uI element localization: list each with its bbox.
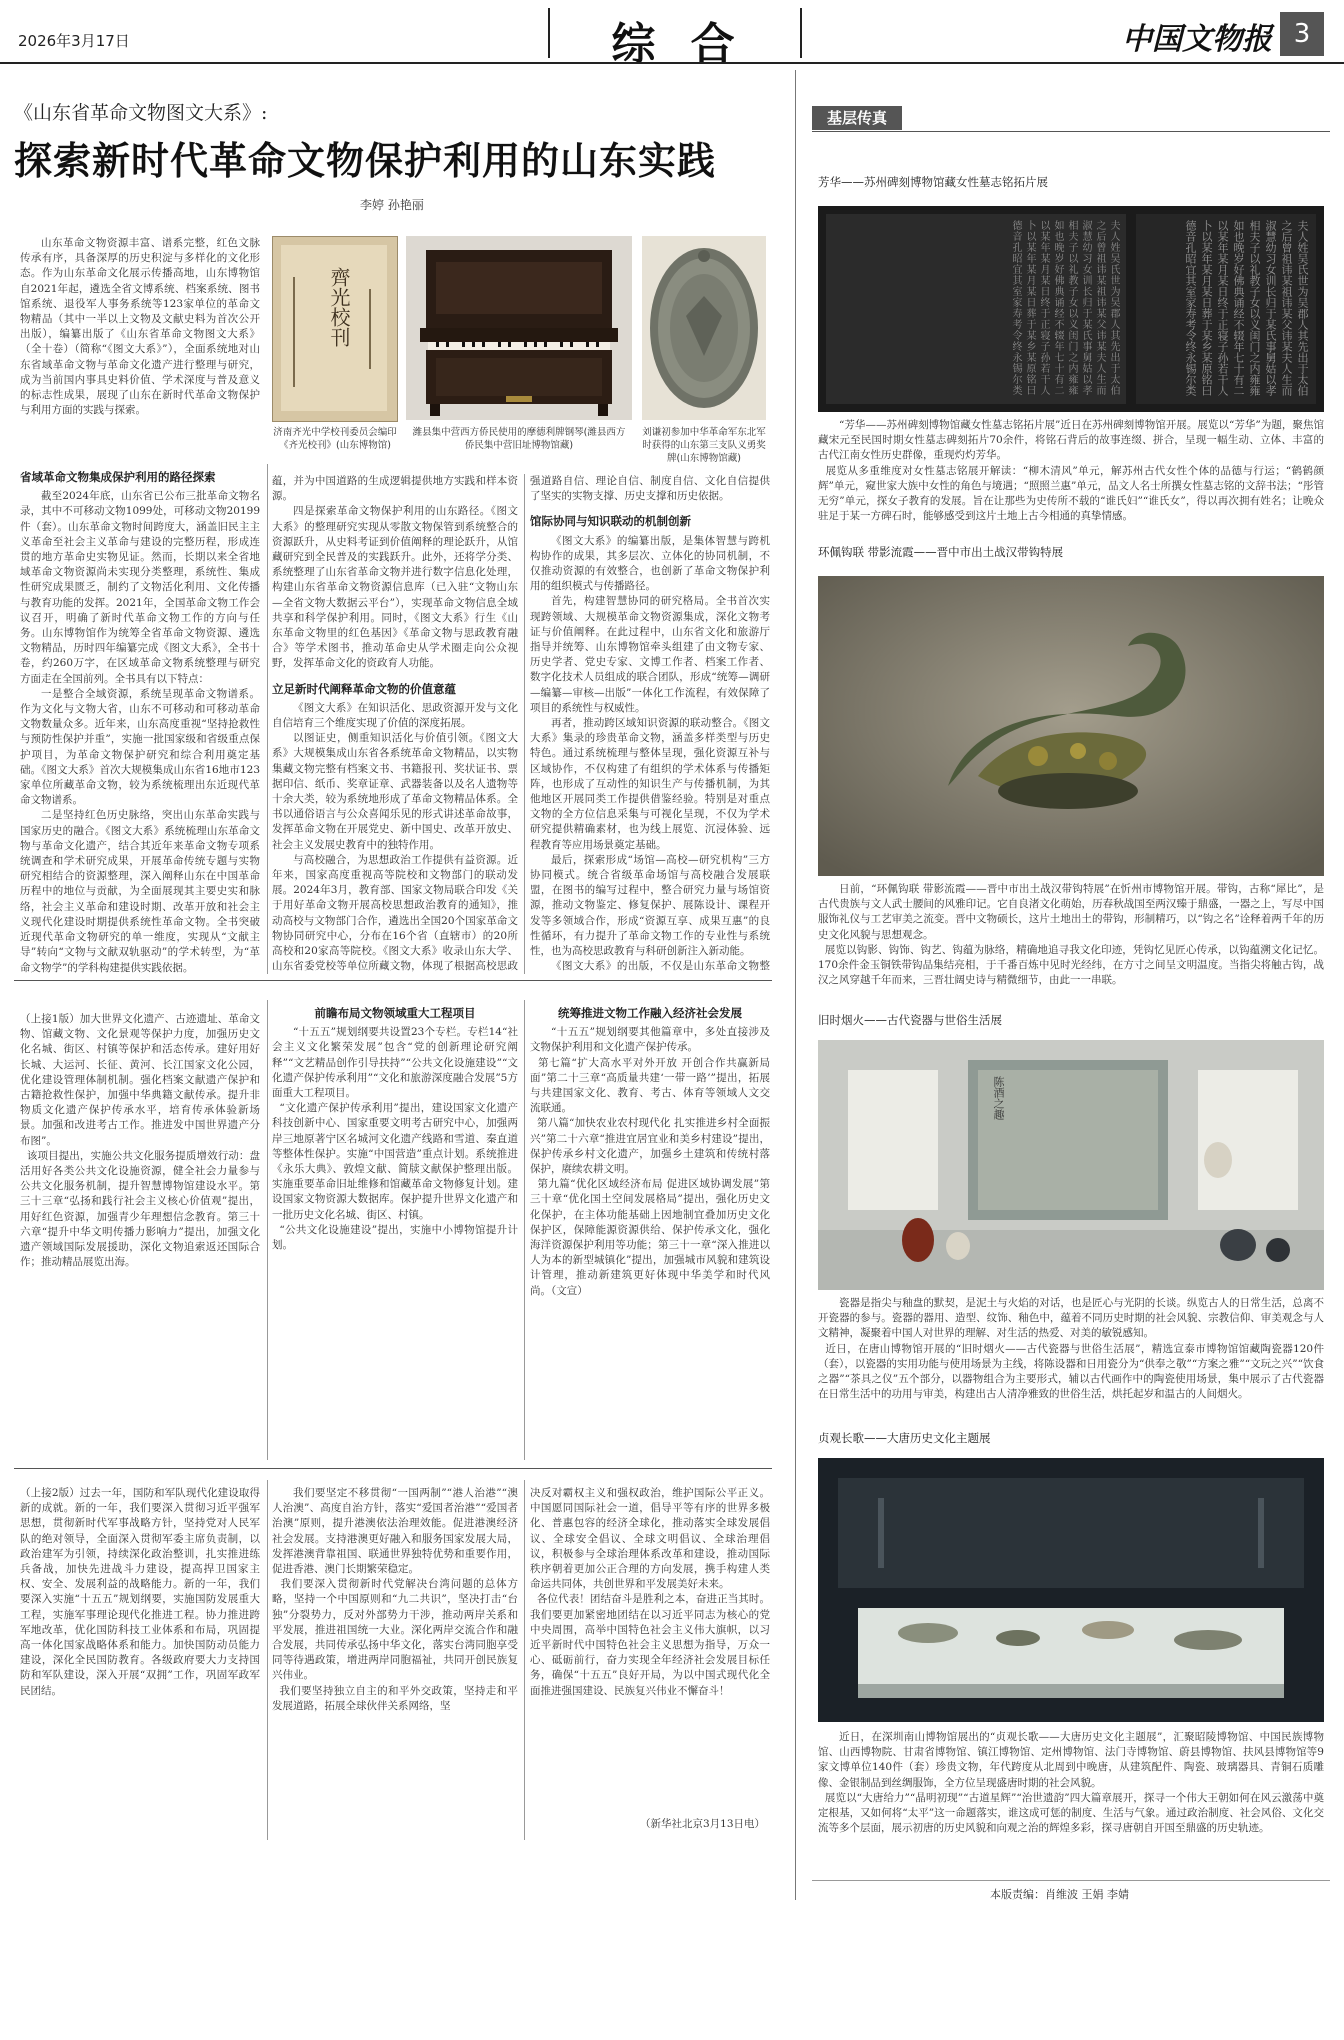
issue-date: 2026年3月17日 — [18, 32, 130, 50]
col2-paragraph: 四是探索革命文物保护利用的山东路径。《图文大系》的整理研究实现从零散文物保管到系统整合的资源跃升，从史料考证到价值阐释的理论跃升，从馆藏研究到全民普及的实践跃升。此外，还将学分类、系统整理了山东省革命文物并进行数字信息化处理，构建山东省革命文物资源信息库（已入驻“文物山东—全省文物大数据云平台”），实现革命文物信息全域共享和科学保护利用。同时，《图文大系》行生《山东革命文物里的红色基因》《革命文物与思政教育融合》等学术图书，推动革命史从学术圈走向公众视野，发挥革命文化的资政育人功能。 — [272, 505, 518, 670]
column-divider — [524, 1000, 525, 1460]
article-kicker: 《山东省革命文物图文大系》: — [14, 102, 268, 124]
article-column-3 — [530, 474, 770, 974]
exhibit-text-3-body: 瓷器是指尖与釉盘的默契，是泥土与火焰的对话，也是匠心与光阴的长谈。纵览古人的日常生活，总离不开瓷器的参与。瓷器的器用、造型、纹饰、釉色中，蕴着不同历史时期的社会风貌、宗教信仰、审美观念与人文精神，凝聚着中国人对世界的理解、对生活的热爱、对美的敏锐感知。 近日，在唐山博物馆开展的“旧时烟火——古代瓷器与世俗生活展”，精选宣泰市博物馆馆藏陶瓷器120件（套），以瓷器的实用功能与使用场景为主线，将陈设器和日用瓷分为“供奉之敬”“方案之雅”“文玩之兴”“饮食之器”“茶具之仪”五个部分，以器物组合为主要形式，辅以古代画作中的陶瓷使用场景，集中展示了古代瓷器在日常生活中的功用与审美，构建出古人清净雅致的世俗生活，烘托起岁和温古的人间烟火。 — [818, 1297, 1324, 1401]
middle-col2-text: “十五五”规划纲要共设置23个专栏。专栏14“社会主义文化繁荣发展”包含“党的创新理论研究阐释”“文艺精品创作引导扶持”“公共文化设施建设”“文化遗产保护传承利用”“文化和旅游深度融合发展”5方面重大工程项目。 “文化遗产保护传承利用”提出，建设国家文化遗产科技创新中心、国家重要文明考古研究中心，加强两岸三地原著宁区名城河文化遗产线路和雪道、秦直道等整体性保护。实施“中国营造”重点计划。系统推进《永乐大典》、敦煌文献、简牍文献保护整理出版。实施重要革命旧址维修和馆藏革命文物修复计划。建设国家文物资源大数据库。保护提升世界文化遗产和一批历史文化名城、街区、村镇。 “公共文化设施建设”提出，实施中小博物馆提升计划。 — [272, 1026, 518, 1252]
header-divider-right — [800, 8, 802, 58]
belt-hook-illustration — [818, 576, 1324, 876]
col3-continued: 强道路自信、理论自信、制度自信、文化自信提供了坚实的实物支撑、历史支撑和历史依据。 — [530, 475, 770, 503]
article-column-1 — [20, 464, 260, 974]
exhibit-sign: 陈酒之趣 — [992, 1076, 1005, 1120]
editors-rule — [812, 1880, 1330, 1881]
exhibit-title-1: 芳华——苏州碑刻博物馆藏女性墓志铭拓片展 — [818, 175, 1048, 189]
photo-school-magazine: 齊光校刊 — [272, 236, 398, 422]
exhibit-title-3: 旧时烟火——古代瓷器与世俗生活展 — [818, 1013, 1002, 1027]
column-divider — [267, 1480, 268, 1840]
bottom-col1-text: （上接2版）过去一年，国防和军队现代化建设取得新的成就。新的一年，我们要深入贯彻习近平强军思想，贯彻新时代军事战略方针，坚持党对人民军队的绝对领导，全面深入贯彻军委主席负责制，以政治建军为引领，持续深化政治整训，扎实推进练兵备战，加快先进战斗力建设，提高捍卫国家主权、安全、发展利益的战略能力。新的一年，我们要深入实施“十五五”规划纲要，实施国防发展重大工程，实施军事理论现代化推进工程。协力推进跨军地改革，优化国防科技工业体系和布局，巩固提高一体化国家战略体系和能力。加快国防动员能力建设，深化全民国防教育。各级政府要大力支持国防和军队建设，深入开展“双拥”工作，巩固军政军民团结。 — [20, 1487, 260, 1697]
bottom-column-3 — [530, 1486, 770, 1812]
heading-mechanism-innovation: 馆际协同与知识联动的机制创新 — [530, 514, 691, 529]
piano-illustration — [406, 236, 632, 420]
photo-tang-exhibit — [818, 1458, 1324, 1722]
bottom-column-2 — [272, 1486, 518, 1830]
header-rule — [0, 62, 1344, 64]
col3-paragraph: 最后，探索形成“场馆—高校—研究机构”三方协同模式。统合省级革命场馆与高校融合发展联盟，在图书的编写过程中，整合研究力量与场馆资源，推动文物鉴定、修复保护、展陈设计、课程开发等多领域合作，形成“资源互享、成果互惠”的良性循环，有力提升了革命文物工作的专业性与系统性，也为高校思政教育与科研创新注入新动能。 — [530, 853, 770, 958]
exhibit-title-4: 贞观长歌——大唐历史文化主题展 — [818, 1431, 991, 1445]
col1-paragraph: 二是坚持红色历史脉络，突出山东革命实践与国家历史的融合。《图文大系》系统梳理山东革命文物与革命文化遗产，结合其近年来革命文物专项系统调查和学术研究成果，开展革命传统专题与实物研究相结合的资源整理，深入阐释山东在中国革命历程中的地位与贡献，为全面展现其主要史实和脉络，社会主义革命和建设时期、改革开放和社会主义现代化建设时期提供系统性革命文物。全书突破近现代革命文物研究的单一维度，实现从“文献主导”转向“文物与文献双轨驱动”的学术转型，为“革命文物学”的学科构建提供实践依据。 — [20, 809, 260, 974]
column-divider — [267, 464, 268, 974]
heading-value-meaning: 立足新时代阐释革命文物的价值意蕴 — [272, 681, 456, 696]
heading-major-projects: 前瞻布局文物领域重大工程项目 — [314, 1006, 476, 1020]
bottom-col3-text: 决反对霸权主义和强权政治，维护国际公平正义。中国愿同国际社会一道，倡导平等有序的世界多极化、普惠包容的经济全球化，推动落实全球发展倡议、全球安全倡议、全球文明倡议、全球治理倡议，积极参与全球治理体系改革和建设，推动国际秩序朝着更加公正合理的方向发展，携手构建人类命运共同体，共创世界和平发展美好未来。 各位代表！团结奋斗是胜利之本，奋进正当其时。我们要更加紧密地团结在以习近平同志为核心的党中央周围，高举中国特色社会主义伟大旗帜，以习近平新时代中国特色社会主义思想为指导，万众一心、砥砺前行，奋力实现全年经济社会发展目标任务，确保“十五五”良好开局，为以中国式现代化全面推进强国建设、民族复兴伟业不懈奋斗！ — [530, 1487, 770, 1697]
exhibit-text-4 — [818, 1730, 1324, 1874]
column-divider — [524, 1480, 525, 1840]
col1-paragraph: 截至2024年底，山东省已公布三批革命文物名录，其中不可移动文物1099处，可移动文物20199件（套）。山东革命文物时间跨度大，涵盖旧民主主义革命至社会主义革命与建设的完整历程，形成连贯的地方革命史实物见证。然而，长期以来全省地域革命文物资源尚未实现分类整理，系统性、集成性研究成果匮乏，制约了文物活化利用、文化传播与教育功能的发挥。2021年，全国革命文物工作会议召开，明确了新时代革命文物工作的方向与任务。山东博物馆作为统筹全省革命文物资源、遴选文物精品，历时四年编纂完成《图文大系》，全书十卷，约260万字，在区域革命文物系统整理与研究方面走在全国前列。全书具有以下特点： — [20, 490, 260, 685]
column-divider — [524, 474, 525, 974]
exhibit-text-4-body: 近日，在深圳南山博物馆展出的“贞观长歌——大唐历史文化主题展”，汇聚昭陵博物馆、中国民族博物馆、山西博物院、甘肃省博物馆、镇江博物馆、定州博物馆、法门寺博物馆、蔚县博物馆、扶风县博物馆等9家文博单位140件（套）珍贵文物，年代跨度从北周到中晚唐，从建筑配件、陶瓷、玻璃器具、青铜石质雕像、金银制品到丝绸服饰，全方位呈现盛唐时期的社会风貌。 展览以“大唐给力”“晶明初现”“古道星辉”“治世遗韵”四大篇章展开，探寻一个伟大王朝如何在风云激荡中奠定根基，又如何将“太平”这一命题落实，谁这成可惩的制度、生活与气象。通过政治制度、社会风俗、文化交流等多个层面，展示初唐的历史风貌和向观之治的辉煌多彩，探寻唐朝自开国至鼎盛的历史轨迹。 — [818, 1731, 1324, 1835]
caption-medal: 刘谦初参加中华革命军东北军时获得的山东第三支队义勇奖牌(山东博物馆藏) — [642, 427, 766, 464]
col3-paragraph: 《图文大系》的编纂出版，是集体智慧与跨机构协作的成果，其多层次、立体化的协同机制，不仅推动资源的有效整合，也创新了革命文物保护利用的组织模式与传播路径。 — [530, 534, 770, 593]
column-label: 基层传真 — [812, 106, 902, 130]
section-rule — [14, 1468, 772, 1469]
section-rule — [14, 980, 772, 981]
col3-paragraph: 再者，推动跨区域知识资源的联动整合。《图文大系》集录的珍贵革命文物，涵盖多样类型与历史特色。通过系统梳理与整体呈现，强化资源互补与区域协作，不仅构建了有组织的学术体系与传播矩阵，也形成了互动性的知识生产与传播机制，为其他地区开展同类工作提供借鉴经验。特别是对重点文物的全方位信息采集与可视化呈现，不仅为学术研究提供精确素材，也为线上展览、沉浸体验、远程教育等应用场景奠定基础。 — [530, 717, 770, 851]
page-editors: 本版责编：肖维波 王娟 李婧 — [990, 1888, 1129, 1901]
middle-column-1 — [20, 1012, 260, 1460]
middle-col1-text: （上接1版）加大世界文化遗产、古迹遗址、革命文物、馆藏文物、文化景观等保护力度，加强历史文化名城、街区、村镇等保护和活态传承。建好用好长城、大运河、长征、黄河、长江国家文化公园，优化建设管理体制机制。强化档案文献遗产保护和古籍抢救性保护，加强中华典籍文献传承。提升非物质文化遗产保护传承水平，培育传承体验新场景。加强和改进考古工作。推进发中国世界遗产分布图”。 该项目提出，实施公共文化服务提质增效行动：盘活用好各类公共文化设施资源，健全社会力量参与公共文化服务机制，提升智慧博物馆建设水平。第三十三章“弘扬和践行社会主义核心价值观”提出，用好红色资源，加强青少年理想信念教育。第三十六章“提升中华文明传播力影响力”提出，加强文化遗产领域国际发展援助，深化文物追索返还国际合作；推动精品展览出海。 — [20, 1013, 260, 1269]
heading-path-exploration: 省域革命文物集成保护利用的路径探索 — [20, 470, 216, 484]
heading-integration: 统筹推进文物工作融入经济社会发展 — [558, 1006, 742, 1020]
middle-column-3 — [530, 1000, 770, 1460]
middle-column-2 — [272, 1000, 518, 1460]
article-intro — [20, 236, 260, 454]
xinhua-signoff: （新华社北京3月13日电） — [640, 1818, 766, 1830]
medal-illustration — [642, 236, 766, 420]
column-label-rule — [812, 131, 1330, 132]
col2-paragraph: 与高校融合，为思想政治工作提供有益资源。近年来，国家高度重视高等院校和文物部门的联动发展。2024年3月，教育部、国家文物局联合印发《关于用好革命文物开展高校思想政治教育的通知》，推动高校与文物部门合作，遴选出全国20个国家革命文物协同研究中心，分布在16个省（直辖市）的20所高校和20家高等院校。《图文大系》收录山东大学、山东省委党校等单位所藏文物，体现了根据高校思政 — [272, 853, 518, 973]
exhibit-text-3 — [818, 1296, 1324, 1420]
article-authors: 李婷 孙艳丽 — [360, 198, 424, 212]
rubbing-left-panel — [826, 214, 1126, 404]
exhibit-text-1 — [818, 418, 1324, 530]
bottom-column-1 — [20, 1486, 260, 1830]
exhibit-title-2: 环佩钩联 带影流霞——晋中市出土战汉带钩特展 — [818, 545, 1064, 559]
page-column-divider — [795, 70, 796, 1900]
photo-medal — [642, 236, 766, 420]
article-column-2 — [272, 474, 518, 974]
header-divider-left — [548, 8, 550, 58]
exhibit-text-2-body: 日前，“环佩钩联 带影流霞——晋中市出土战汉带钩特展”在忻州市博物馆开展。带钩，古称“犀比”，是古代贵族与文人武士腰间的风雅印记。它自良渚文化萌始，历春秋战国至两汉臻于鼎盛，一器之上，写尽中国服饰礼仪与工艺审美之流变。晋中文物硕长，这片土地出土的带钩，形制精巧，以“钩之名”诠释着两千年的历史文化风貌与思想观念。 展览以钩影、钩饰、钩艺、钩蕴为脉络，精确地追寻我文化印迹，凭钩忆见匠心传承，以钩蕴溯文化记忆。170余件金玉铜铁带钩品集结亮相，于千番百炼中见时光经纬，在方寸之间呈文明温度。当指尖将触古钩，战汉之风穿越千年而来，三晋壮阔史诗与精微细节，由此一一串联。 — [818, 883, 1324, 987]
col3-paragraph: 《图文大系》的出版，不仅是山东革命文物整 — [551, 960, 770, 973]
rubbing-text-right: 夫人姓吴氏世为吴郡人其先出于太伯之后曾祖讳某祖讳某父讳某夫人生而淑慧幼习女训长归于某氏事舅姑以孝相夫子以礼教子女以义闺门之内雍雍如也晚岁好佛典诵经不辍年七十有二以某年某月某日终于正寝子孙若干人卜以某年某月某日葬于某乡某原铭曰德音孔昭宜其室家寿考令终永锡尔类 — [1184, 220, 1309, 396]
article-title: 探索新时代革命文物保护利用的山东实践 — [14, 138, 717, 183]
col2-continued: 蕴，并为中国道路的生成逻辑提供地方实践和样本资源。 — [272, 475, 518, 503]
photo-belt-hook — [818, 576, 1324, 876]
col2-paragraph: 以图证史，侧重知识活化与价值引领。《图文大系》大规模集成山东省各系统革命文物精品，以实物集藏文物完整有档案文书、书籍报刊、奖状证书、票据印信、纸币、奖章证章、武器装备以及名人遗物等十余大类，较为系统地形成了革命文物精品体系。全书以通俗语言与公众喜闻乐见的形式讲述革命故事，发挥革命文物在开展党史、新中国史、改革开放史、社会主义发展史教育中的独特作用。 — [272, 732, 518, 851]
photo-epitaph-rubbing — [818, 206, 1324, 412]
exhibit-text-1-body: “芳华——苏州碑刻博物馆藏女性墓志铭拓片展”近日在苏州碑刻博物馆开展。展览以“芳华”为题，聚焦馆藏宋元至民国时期女性墓志碑刻拓片70余件，将铭石背后的故事连缀、拼合，呈现一幅生动、立体、丰富的古代江南女性历史群像，重现灼灼芳华。 展览从多重维度对女性墓志铭展开解读：“柳木清风”单元，解苏州古代女性个体的品德与行运；“鹤鹤颜辉”单元，窥世家大族中女性的角色与境遇；“照照兰惠”单元，品文人名士所撰女性墓志铭的文辞书法；“彤管无穷”单元，探女子教育的发展。旨在让那些为史传所不载的“谁氏妇”“谁氏女”，得以再次拥有姓名；让晚众驻足于某一方碑石时，能够感受到这片土地上古今相通的真挚情感。 — [818, 419, 1324, 523]
rubbing-right-panel — [1136, 214, 1316, 404]
newspaper-logo: 中国文物报 — [1122, 22, 1272, 57]
porcelain-exhibit-illustration — [818, 1040, 1324, 1290]
photo-piano — [406, 236, 632, 420]
middle-col3-text: “十五五”规划纲要其他篇章中，多处直接涉及文物保护利用和文化遗产保护传承。 第七篇“扩大高水平对外开放 开创合作共赢新局面”第二十三章“高质量共建‘一带一路’”提出，拓展与共建国家文化、教育、考古、体育等领域人文交流联通。 第八篇“加快农业农村现代化 扎实推进乡村全面振兴”第二十六章“推进宜居宜业和美乡村建设”提出，保护传承乡村文化遗产，加强乡土建筑和传统村落保护，赓续农耕文明。 第九篇“优化区域经济布局 促进区域协调发展”第三十章“优化国土空间发展格局”提出，强化历史文化保护，在主体功能基础上因地制宜叠加历史文化保护区，保障能源资源供给、保护传承文化，强化海洋资源保护利用等功能；第三十一章“深入推进以人为本的新型城镇化”提出，加强城市风貌和建筑设计管理，推动新建筑更好体现中华美学和时代风尚。（文宣） — [530, 1026, 770, 1297]
col1-paragraph: 一是整合全域资源，系统呈现革命文物谱系。作为文化与文物大省，山东不可移动和可移动革命文物数量众多。近年来，山东高度重视“坚持抢救性与预防性保护并重”，实施一批国家级和省级重点保护项目，为革命文物保护研究和综合利用奠定基础。《图文大系》首次大规模集成山东省16地市123家单位所藏革命文物，较为系统梳理出东近现代革命文物谱系。 — [20, 687, 260, 807]
photo-porcelain-exhibit — [818, 1040, 1324, 1290]
section-name: 综 合 — [611, 19, 745, 70]
bottom-col2-text: 我们要坚定不移贯彻“一国两制”“港人治港”“澳人治澳”、高度自治方针，落实“爱国者治港”“爱国者治澳”原则，提升港澳依法治理效能。促进港澳经济社会发展。支持港澳更好融入和服务国家发展大局，发挥港澳背靠祖国、联通世界独特优势和重要作用，促进香港、澳门长期繁荣稳定。 我们要深入贯彻新时代党解决台湾问题的总体方略，坚持一个中国原则和“九二共识”，坚决打击“台独”分裂势力，反对外部势力干涉，推动两岸关系和平发展，推进祖国统一大业。深化两岸交流合作和融合发展，共同传承弘扬中华文化，落实台湾同胞享受同等待遇政策，增进两岸同胞福祉，共同开创民族复兴伟业。 我们要坚持独立自主的和平外交政策，坚持走和平发展道路，拓展全球伙伴关系网络，坚 — [272, 1487, 518, 1712]
column-divider — [267, 1000, 268, 1460]
intro-paragraph: 山东革命文物资源丰富、谱系完整，红色文脉传承有序，具备深厚的历史积淀与多样化的文化形态。作为山东革命文化展示传播高地，山东博物馆自2021年起，遴选全省文博系统、档案系统、图书馆系统、退役军人事务系统等123家单位的革命文物精品（其中一半以上文物及文献史料为首次公开出版），编纂出版了《山东省革命文物图文大系》（全十卷）（简称“《图文大系》”），全面系统地对山东省域革命文物与革命文化遗产进行整理与研究，成为当前国内事具史料价值、学术深度与普及意义的标志性成果，展现了山东在新时代革命文物保护与利用方面的实践与探索。 — [20, 237, 260, 417]
page-number: 3 — [1280, 12, 1324, 56]
exhibit-text-2 — [818, 882, 1324, 1000]
caption-school-magazine: 济南齐光中学校刊委员会编印《齐光校刊》(山东博物馆) — [273, 427, 397, 451]
col3-paragraph: 首先，构建智慧协同的研究格局。全书首次实现跨领域、大规模革命文物资源集成，深化文物考证与价值阐释。在此过程中，山东省文化和旅游厅指导并统筹、山东博物馆牵头组建了由文物专家、历史学者、党史专家、文博工作者、档案工作者、数字化技术人员组成的联合团队，形成“统筹—调研—编纂—审核—出版”一体化工作流程，有效保障了项目的系统性与权威性。 — [530, 595, 770, 714]
rubbing-text-left: 夫人姓吴氏世为吴郡人其先出于太伯之后曾祖讳某祖讳某父讳某夫人生而淑慧幼习女训长归于某氏事舅姑以孝相夫子以礼教子女以义闺门之内雍雍如也晚岁好佛典诵经不辍年七十有二以某年某月某日终于正寝子孙若干人卜以某年某月某日葬于某乡某原铭曰德音孔昭宜其室家寿考令终永锡尔类 — [1010, 220, 1119, 396]
tang-exhibit-illustration — [818, 1458, 1324, 1722]
col2-paragraph: 《图文大系》在知识活化、思政资源开发与文化自信培育三个维度实现了价值的深度拓展。 — [272, 701, 518, 730]
caption-piano: 潍县集中营西方侨民使用的摩德利牌钢琴(潍县西方侨民集中营旧址博物馆藏) — [412, 427, 626, 451]
